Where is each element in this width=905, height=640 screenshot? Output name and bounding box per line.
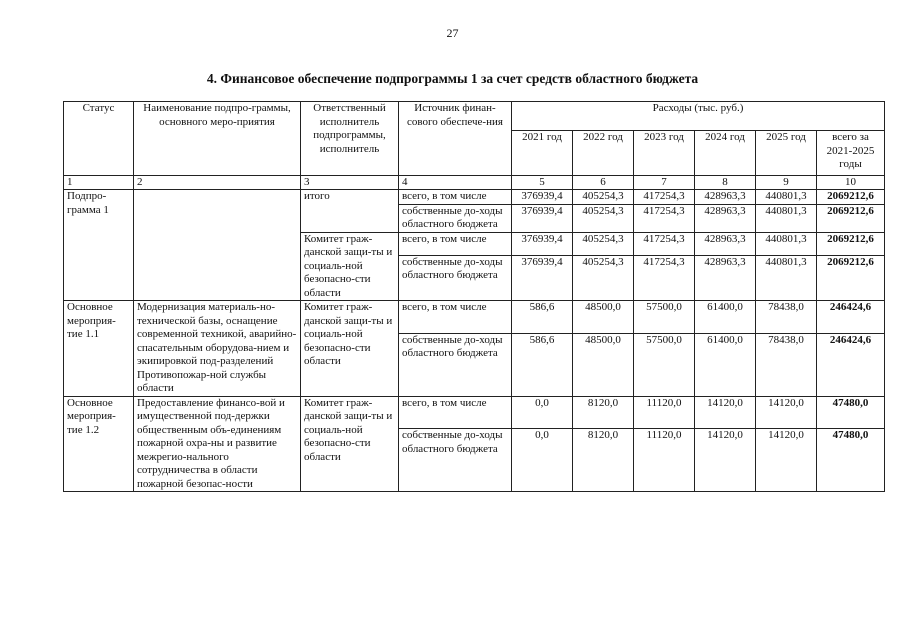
row-source: всего, в том числе	[399, 301, 512, 334]
header-name: Наименование подпро-граммы, основного меро-приятия	[134, 102, 301, 176]
header-row	[64, 102, 885, 131]
row-value: 61400,0	[695, 333, 756, 396]
column-number: 7	[634, 176, 695, 190]
page-number: 27	[446, 26, 459, 40]
row-value: 440801,3	[756, 204, 817, 232]
row-value: 78438,0	[756, 301, 817, 334]
row-value: 14120,0	[695, 429, 756, 492]
column-number: 1	[64, 176, 134, 190]
row-name	[134, 190, 301, 301]
row-value: 405254,3	[573, 190, 634, 205]
row-value: 8120,0	[573, 429, 634, 492]
row-value: 14120,0	[695, 396, 756, 429]
row-source: всего, в том числе	[399, 396, 512, 429]
row-source: всего, в том числе	[399, 232, 512, 255]
row-value: 48500,0	[573, 333, 634, 396]
row-value: 440801,3	[756, 232, 817, 255]
row-total: 246424,6	[817, 333, 885, 396]
row-total: 47480,0	[817, 429, 885, 492]
financing-table	[63, 101, 885, 492]
row-value: 0,0	[512, 429, 573, 492]
row-name: Модернизация материаль-но-технической базы, оснащение современной техникой, аварийно-спасательным оборудова-нием и экипировкой под-разделений Противопожар-ной службы области	[134, 301, 301, 397]
row-value: 405254,3	[573, 204, 634, 232]
header-executor: Ответственный исполнитель подпрограммы, исполнитель	[301, 102, 399, 176]
row-value: 440801,3	[756, 190, 817, 205]
row-value: 57500,0	[634, 301, 695, 334]
row-value: 417254,3	[634, 204, 695, 232]
section-title: 4. Финансовое обеспечение подпрограммы 1 за счет средств областного бюджета	[206, 71, 699, 86]
row-value: 417254,3	[634, 232, 695, 255]
row-value: 0,0	[512, 396, 573, 429]
column-number-row	[64, 176, 885, 190]
row-value: 428963,3	[695, 255, 756, 300]
row-value: 417254,3	[634, 255, 695, 300]
row-value: 14120,0	[756, 429, 817, 492]
row-value: 417254,3	[634, 190, 695, 205]
row-value: 48500,0	[573, 301, 634, 334]
header-year: 2025 год	[756, 131, 817, 176]
row-status: Подпро-грамма 1	[64, 190, 134, 301]
table-row	[64, 396, 885, 429]
column-number: 5	[512, 176, 573, 190]
row-total: 2069212,6	[817, 190, 885, 205]
column-number: 8	[695, 176, 756, 190]
header-year: 2022 год	[573, 131, 634, 176]
header-year: 2023 год	[634, 131, 695, 176]
column-number: 2	[134, 176, 301, 190]
header-year: всего за 2021-2025 годы	[817, 131, 885, 176]
header-status: Статус	[64, 102, 134, 176]
row-source: собственные до-ходы областного бюджета	[399, 333, 512, 396]
row-value: 428963,3	[695, 190, 756, 205]
row-value: 376939,4	[512, 204, 573, 232]
row-executor: Комитет граж-данской защи-ты и социаль-ной безопасно-сти области	[301, 232, 399, 301]
row-value: 78438,0	[756, 333, 817, 396]
row-total: 246424,6	[817, 301, 885, 334]
row-value: 405254,3	[573, 255, 634, 300]
row-total: 2069212,6	[817, 255, 885, 300]
header-source: Источник финан-сового обеспече-ния	[399, 102, 512, 176]
row-value: 440801,3	[756, 255, 817, 300]
row-value: 8120,0	[573, 396, 634, 429]
row-total: 47480,0	[817, 396, 885, 429]
row-name: Предоставление финансо-вой и имущественной под-держки общественным объ-единениям пожарной охра-ны и развитие межрегио-нального сотрудничества в области пожарной безопас-ности	[134, 396, 301, 492]
header-year: 2024 год	[695, 131, 756, 176]
row-value: 428963,3	[695, 232, 756, 255]
row-value: 586,6	[512, 333, 573, 396]
row-executor: Комитет граж-данской защи-ты и социаль-ной безопасно-сти области	[301, 396, 399, 492]
table-row	[64, 190, 885, 205]
row-value: 376939,4	[512, 232, 573, 255]
row-value: 376939,4	[512, 190, 573, 205]
row-value: 57500,0	[634, 333, 695, 396]
column-number: 3	[301, 176, 399, 190]
column-number: 4	[399, 176, 512, 190]
row-source: собственные до-ходы областного бюджета	[399, 255, 512, 300]
column-number: 10	[817, 176, 885, 190]
row-value: 11120,0	[634, 429, 695, 492]
row-value: 61400,0	[695, 301, 756, 334]
row-status: Основное мероприя-тие 1.2	[64, 396, 134, 492]
row-value: 11120,0	[634, 396, 695, 429]
row-value: 376939,4	[512, 255, 573, 300]
row-status: Основное мероприя-тие 1.1	[64, 301, 134, 397]
row-value: 586,6	[512, 301, 573, 334]
row-value: 428963,3	[695, 204, 756, 232]
header-expenses: Расходы (тыс. руб.)	[512, 102, 885, 131]
row-source: собственные до-ходы областного бюджета	[399, 429, 512, 492]
column-number: 6	[573, 176, 634, 190]
row-total: 2069212,6	[817, 204, 885, 232]
row-value: 405254,3	[573, 232, 634, 255]
row-executor: итого	[301, 190, 399, 233]
row-executor: Комитет граж-данской защи-ты и социаль-ной безопасно-сти области	[301, 301, 399, 397]
row-total: 2069212,6	[817, 232, 885, 255]
table-row	[64, 301, 885, 334]
header-year: 2021 год	[512, 131, 573, 176]
row-value: 14120,0	[756, 396, 817, 429]
row-source: собственные до-ходы областного бюджета	[399, 204, 512, 232]
column-number: 9	[756, 176, 817, 190]
row-source: всего, в том числе	[399, 190, 512, 205]
